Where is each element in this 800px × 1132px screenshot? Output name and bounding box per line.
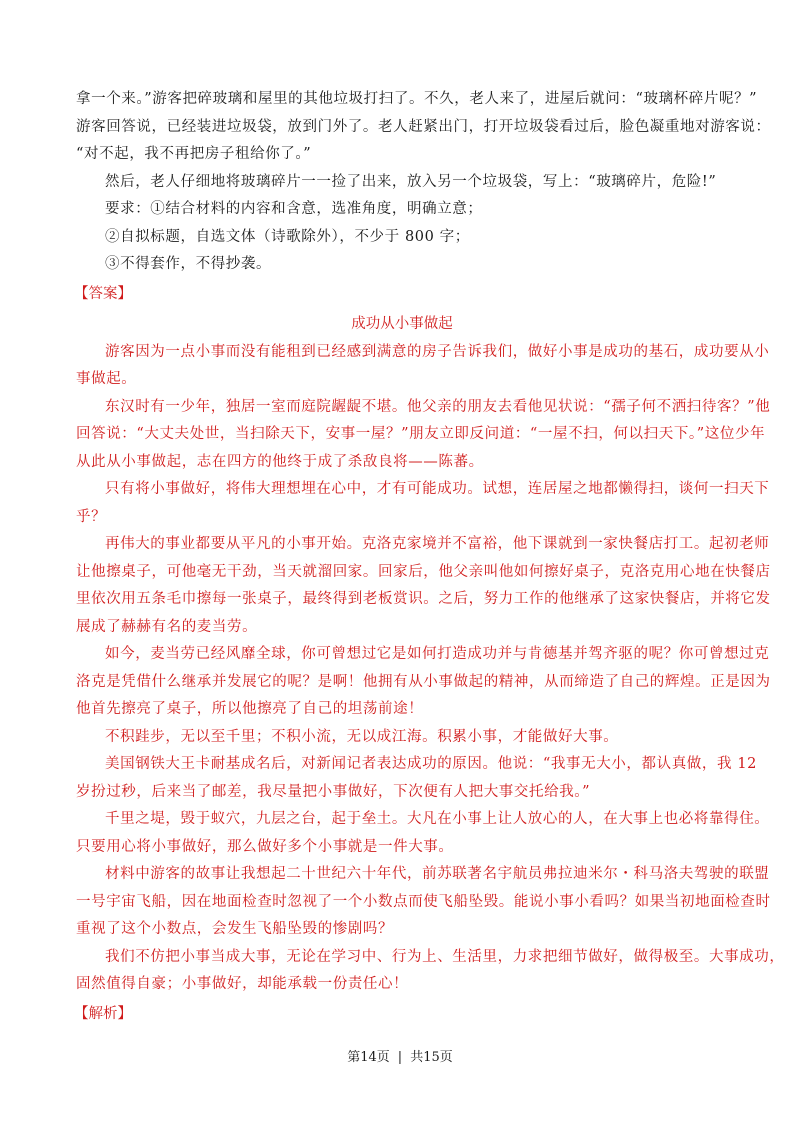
essay-line: 洛克是凭借什么继承并发展它的呢？是啊！他拥有从小事做起的精神，从而缔造了自己的辉煌。正是因为 xyxy=(76,673,771,690)
essay-paragraph xyxy=(76,641,771,724)
essay-line: 岁扮过秒，后来当了邮差，我尽量把小事做好，下次便有人把大事交托给我。” xyxy=(76,783,591,800)
essay-paragraph xyxy=(76,724,728,752)
essay-line: 东汉时有一少年，独居一室而庭院龌龊不堪。他父亲的朋友去看他见状说：“孺子何不洒扫待客？”他 xyxy=(105,398,771,415)
essay-line: 游客因为一点小事而没有能租到已经感到满意的房子告诉我们，做好小事是成功的基石，成功要从小 xyxy=(105,343,770,360)
essay-paragraph xyxy=(76,751,757,806)
prompt-line: 游客回答说，已经装进垃圾袋，放到门外了。老人赶紧出门，打开垃圾袋看过后，脸色凝重地对游客说： xyxy=(76,118,771,135)
page-total: 共15页 xyxy=(410,1050,453,1065)
essay-body xyxy=(76,339,785,999)
essay-paragraph xyxy=(76,531,771,641)
prompt-line: “对不起，我不再把房子租给你了。” xyxy=(76,146,312,162)
essay-line: 千里之堤，毁于蚁穴，九层之台，起于垒土。大凡在小事上让人放心的人，在大事上也必将靠得住。 xyxy=(105,811,770,827)
essay-paragraph xyxy=(76,944,785,999)
page-number: 第14页 xyxy=(347,1050,390,1065)
essay-line: 里依次用五条毛巾擦每一张桌子，最终得到老板赏识。之后，努力工作的他继承了这家快餐店，并将它发 xyxy=(76,591,771,607)
prompt-material xyxy=(76,86,771,279)
essay-line: 事做起。 xyxy=(76,371,137,387)
essay-line: 一号宇宙飞船，因在地面检查时忽视了一个小数点而使飞船坠毁。能说小事小看吗？如果当初地面检查时 xyxy=(76,893,771,910)
prompt-line: 拿一个来。”游客把碎玻璃和屋里的其他垃圾打扫了。不久，老人来了，进屋后就问：“玻璃杯碎片呢？” xyxy=(76,91,758,107)
essay-line: 如今，麦当劳已经风靡全球，你可曾想过它是如何打造成功并与肯德基并驾齐驱的呢？你可曾想过克 xyxy=(105,646,770,662)
essay-line: 展成了赫赫有名的麦当劳。 xyxy=(76,618,258,635)
essay-line: 再伟大的事业都要从平凡的小事开始。克洛克家境并不富裕，他下课就到一家快餐店打工。起初老师 xyxy=(105,536,770,552)
essay-title: 成功从小事做起 xyxy=(351,315,453,332)
essay-line: 让他擦桌子，可他毫无干劲，当天就溜回家。回家后，他父亲叫他如何擦好桌子，克洛克用心地在快餐店 xyxy=(76,563,771,580)
analysis-label: 【解析】 xyxy=(74,1005,132,1022)
essay-line: 回答说：“大丈夫处世，当扫除天下，安事一屋？”朋友立即反问道：“一屋不扫，何以扫天下。”这位少年 xyxy=(76,426,766,442)
essay-line: 他首先擦亮了桌子，所以他擦亮了自己的坦荡前途！ xyxy=(76,701,424,717)
essay-line: 从此从小事做起，志在四方的他终于成了杀敌良将——陈蕃。 xyxy=(76,453,484,470)
essay-line: 固然值得自豪；小事做好，却能承载一份责任心！ xyxy=(76,976,409,992)
essay-paragraph xyxy=(76,476,770,531)
essay-paragraph xyxy=(76,806,770,861)
essay-paragraph xyxy=(76,394,771,477)
requirement-line: 要求：①结合材料的内容和含意，选准角度，明确立意； xyxy=(105,201,483,217)
essay-line: 不积跬步，无以至千里；不积小流，无以成江海。积累小事，才能做好大事。 xyxy=(105,728,619,745)
essay-line: 只有将小事做好，将伟大理想埋在心中，才有可能成功。试想，连居屋之地都懒得扫，谈何一扫天下 xyxy=(105,481,770,497)
footer-separator: | xyxy=(397,1050,403,1065)
requirement-line: ③不得套作，不得抄袭。 xyxy=(105,256,272,272)
answer-label: 【答案】 xyxy=(74,285,132,302)
essay-paragraph xyxy=(76,339,770,394)
requirement-line: ②自拟标题，自选文体（诗歌除外），不少于 800 字； xyxy=(105,228,470,245)
essay-line: 我们不仿把小事当成大事，无论在学习中、行为上、生活里，力求把细节做好，做得极至。大事成功， xyxy=(105,948,785,965)
essay-line: 只要用心将小事做好，那么做好多个小事就是一件大事。 xyxy=(76,838,454,855)
essay-line: 美国钢铁大王卡耐基成名后，对新闻记者表达成功的原因。他说：“我事无大小，都认真做，我 12 xyxy=(105,756,757,772)
essay-line: 乎？ xyxy=(76,508,107,525)
essay-line: 重视了这个小数点，会发生飞船坠毁的惨剧吗？ xyxy=(76,921,394,937)
page-footer xyxy=(0,1046,800,1065)
essay-line: 材料中游客的故事让我想起二十世纪六十年代，前苏联著名宇航员弗拉迪米尔・科马洛夫驾驶的联盟 xyxy=(105,866,770,882)
essay-paragraph xyxy=(76,861,771,944)
document-page xyxy=(74,86,785,1029)
prompt-paragraph: 然后，老人仔细地将玻璃碎片一一捡了出来，放入另一个垃圾袋，写上：“玻璃碎片，危险!” xyxy=(105,173,717,190)
